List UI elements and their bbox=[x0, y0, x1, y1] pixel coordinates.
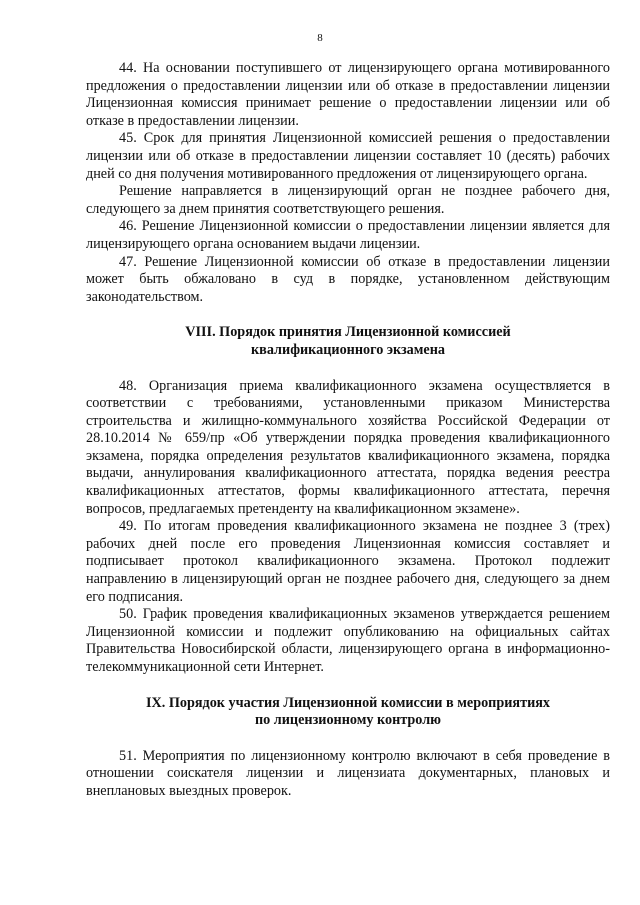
section-9-title-line-1: IX. Порядок участия Лицензионной комиссии в мероприятиях bbox=[145, 694, 551, 711]
paragraph-45: 45. Срок для принятия Лицензионной комиссией решения о предоставлении лицензии или об отказе в предоставлении лицензии составляет 10 (десять) рабочих дней со дня получения мотивированного предложения от лицензирующего органа. bbox=[86, 130, 610, 182]
page-number: 8 bbox=[317, 32, 323, 44]
paragraph-50: 50. График проведения квалификационных экзаменов утверждается решением Лицензионной комиссии и подлежит опубликованию на официальных сайтах Правительства Новосибирской области, лицензирующего органа в информационно-телекоммуникационной сети Интернет. bbox=[86, 606, 610, 675]
paragraph-44: 44. На основании поступившего от лицензирующего органа мотивированного предложения о предоставлении лицензии или об отказе в предоставлении лицензии Лицензионная комиссия принимает решение о предоставлении лицензии или об отказе в предоставлении лицензии. bbox=[86, 60, 610, 129]
document-body bbox=[86, 60, 610, 801]
section-9-heading bbox=[86, 695, 610, 730]
section-8-heading bbox=[86, 324, 610, 359]
paragraph-51: 51. Мероприятия по лицензионному контролю включают в себя проведение в отношении соискателя лицензии и лицензиата документарных, плановых и внеплановых выездных проверок. bbox=[86, 747, 610, 799]
section-9-title-line-2: по лицензионному контролю bbox=[254, 712, 442, 729]
section-8-title-line-2: квалификационного экзамена bbox=[251, 341, 445, 358]
section-8-title-line-1: VIII. Порядок принятия Лицензионной комиссией bbox=[185, 324, 511, 341]
paragraph-49: 49. По итогам проведения квалификационного экзамена не позднее 3 (трех) рабочих дней после его проведения Лицензионная комиссия составляет и подписывает протокол квалификационного экзамена. Протокол подлежит направлению в лицензирующий орган не позднее рабочего дня, следующего за днем его подписания. bbox=[86, 518, 610, 605]
paragraph-45-decision: Решение направляется в лицензирующий орган не позднее рабочего дня, следующего за днем принятия соответствующего решения. bbox=[86, 183, 610, 217]
paragraph-48: 48. Организация приема квалификационного экзамена осуществляется в соответствии с требованиями, установленными приказом Министерства строительства и жилищно-коммунального хозяйства Российской Федерации от 28.10.2014 № 659/пр «Об утверждении порядка проведения квалификационного экзамена, порядка определения результатов квалификационного экзамена, порядка выдачи, аннулирования квалификационного аттестата, порядка ведения реестра квалификационных аттестатов, формы квалификационного аттестата, перечня вопросов, предлагаемых претенденту на квалификационном экзамене». bbox=[86, 377, 610, 517]
paragraph-46: 46. Решение Лицензионной комиссии о предоставлении лицензии является для лицензирующего органа основанием выдачи лицензии. bbox=[86, 218, 610, 252]
paragraph-47: 47. Решение Лицензионной комиссии об отказе в предоставлении лицензии может быть обжаловано в суд в порядке, установленном действующим законодательством. bbox=[86, 253, 610, 305]
